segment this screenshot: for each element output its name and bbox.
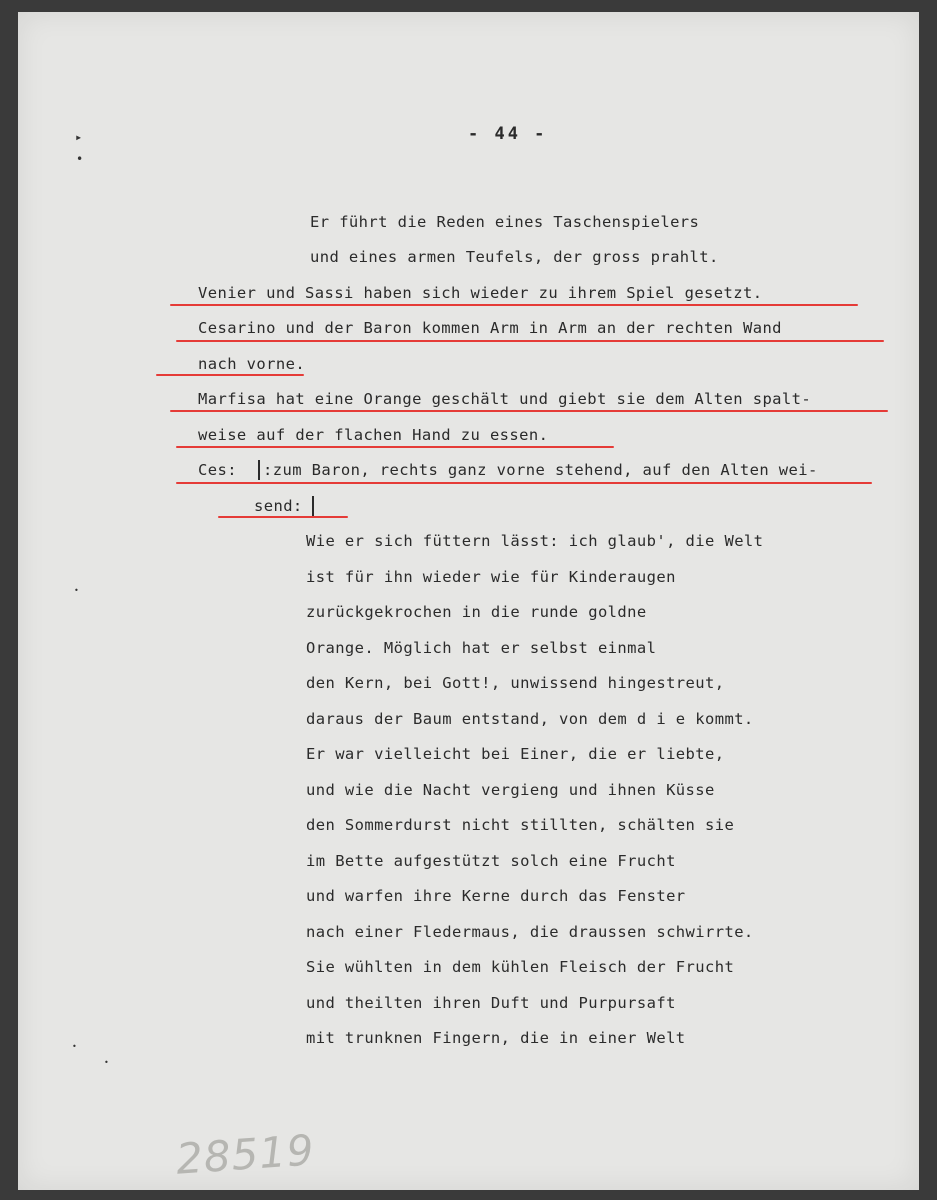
margin-mark-dot: • [104,1058,109,1067]
speech-line: daraus der Baum entstand, von dem d i e kommt. [306,710,754,728]
speech-line: Wie er sich füttern lässt: ich glaub', die Welt [306,532,764,550]
speech-line: im Bette aufgestützt solch eine Frucht [306,852,676,870]
speaker-name: Ces: [198,461,237,479]
margin-mark-dot: • [76,152,84,166]
margin-mark-dot: • [72,1042,77,1051]
verse-line: und eines armen Teufels, der gross prahlt. [310,248,719,266]
red-underline [170,304,858,306]
red-underline [176,482,872,484]
speech-line: und wie die Nacht vergieng und ihnen Küsse [306,781,715,799]
speech-line: mit trunknen Fingern, die in einer Welt [306,1029,686,1047]
speaker-direction: :zum Baron, rechts ganz vorne stehend, auf den Alten wei- [263,461,818,479]
bracket-bar [258,460,260,480]
speech-line: Sie wühlten in dem kühlen Fleisch der Frucht [306,958,735,976]
speech-line: Orange. Möglich hat er selbst einmal [306,639,657,657]
margin-mark-dash: ▸ [75,130,83,144]
speech-line: den Sommerdurst nicht stillten, schälten sie [306,816,735,834]
bracket-bar [312,496,314,516]
stage-direction-line: Venier und Sassi haben sich wieder zu ihrem Spiel gesetzt. [198,284,763,302]
verse-line: Er führt die Reden eines Taschenspielers [310,213,700,231]
archive-number: 28519 [174,1125,317,1184]
speech-line: und warfen ihre Kerne durch das Fenster [306,887,686,905]
red-underline [176,446,614,448]
speech-line: nach einer Fledermaus, die draussen schwirrte. [306,923,754,941]
speaker-direction-continued: send: [254,497,303,515]
speech-line: den Kern, bei Gott!, unwissend hingestreut, [306,674,725,692]
stage-direction-line: nach vorne. [198,355,306,373]
stage-direction-line: weise auf der flachen Hand zu essen. [198,426,549,444]
speech-line: zurückgekrochen in die runde goldne [306,603,647,621]
red-underline [156,374,304,376]
speech-line: ist für ihn wieder wie für Kinderaugen [306,568,676,586]
margin-mark-dot: • [74,586,79,595]
speech-line: und theilten ihren Duft und Purpursaft [306,994,676,1012]
page-number: - 44 - [468,124,548,144]
speech-line: Er war vielleicht bei Einer, die er liebte, [306,745,725,763]
stage-direction-line: Marfisa hat eine Orange geschält und giebt sie dem Alten spalt- [198,390,812,408]
red-underline [218,516,348,518]
red-underline [176,340,884,342]
stage-direction-line: Cesarino und der Baron kommen Arm in Arm an der rechten Wand [198,319,782,337]
red-underline [170,410,888,412]
typescript-page [18,12,919,1190]
